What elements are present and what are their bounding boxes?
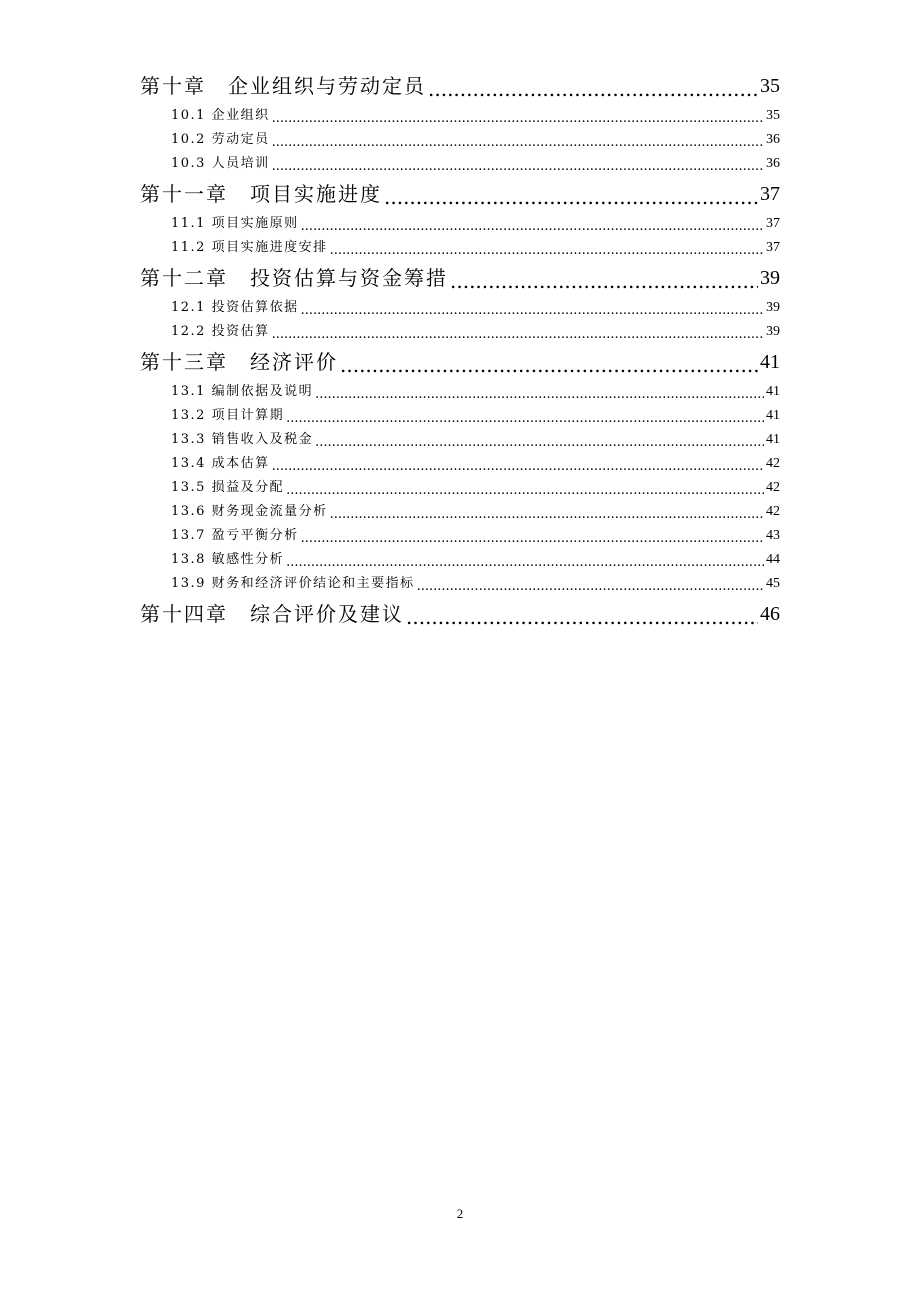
section-page-number: 42 (766, 456, 780, 471)
dot-leader (272, 158, 764, 176)
section-label: 13.4 成本估算 (171, 456, 270, 471)
toc-chapter-10[interactable] (140, 68, 780, 104)
section-list (140, 104, 780, 176)
chapter-title: 投资估算与资金筹措 (250, 266, 448, 290)
toc-section[interactable] (140, 212, 780, 236)
toc-section[interactable] (140, 320, 780, 344)
section-page-number: 36 (766, 156, 780, 171)
section-page-number: 42 (766, 480, 780, 495)
section-page-number: 45 (766, 576, 780, 591)
dot-leader (315, 434, 764, 452)
section-label: 13.7 盈亏平衡分析 (171, 528, 299, 543)
dot-leader (272, 134, 764, 152)
chapter-number: 第十三章 (140, 350, 228, 374)
section-label: 13.5 损益及分配 (171, 480, 285, 495)
section-page-number: 39 (766, 300, 780, 315)
dot-leader (301, 530, 764, 548)
dot-leader (301, 218, 764, 236)
toc-section[interactable] (140, 152, 780, 176)
section-label: 10.1 企业组织 (171, 108, 270, 123)
toc-chapter-14[interactable] (140, 596, 780, 632)
section-label: 13.9 财务和经济评价结论和主要指标 (171, 576, 415, 591)
toc-chapter-13[interactable] (140, 344, 780, 380)
toc-section[interactable] (140, 296, 780, 320)
section-label: 13.6 财务现金流量分析 (171, 504, 328, 519)
chapter-page-number: 37 (760, 183, 780, 205)
toc-section[interactable] (140, 452, 780, 476)
section-page-number: 41 (766, 408, 780, 423)
chapter-page-number: 41 (760, 351, 780, 373)
toc-section[interactable] (140, 524, 780, 548)
section-page-number: 35 (766, 108, 780, 123)
dot-leader (450, 266, 758, 296)
section-page-number: 44 (766, 552, 780, 567)
toc-chapter-12[interactable] (140, 260, 780, 296)
toc-chapter-11[interactable] (140, 176, 780, 212)
section-page-number: 37 (766, 240, 780, 255)
section-list (140, 380, 780, 596)
dot-leader (286, 410, 764, 428)
dot-leader (286, 482, 764, 500)
chapter-number: 第十一章 (140, 182, 228, 206)
chapter-page-number: 39 (760, 267, 780, 289)
section-label: 10.3 人员培训 (171, 156, 270, 171)
toc-section[interactable] (140, 572, 780, 596)
chapter-number: 第十四章 (140, 602, 228, 626)
section-list (140, 212, 780, 260)
toc-section[interactable] (140, 380, 780, 404)
section-label: 13.8 敏感性分析 (171, 552, 285, 567)
section-list (140, 296, 780, 344)
chapter-title: 企业组织与劳动定员 (228, 74, 426, 98)
dot-leader (301, 302, 764, 320)
dot-leader (417, 578, 764, 596)
section-page-number: 41 (766, 432, 780, 447)
toc-section[interactable] (140, 104, 780, 128)
section-label: 11.2 项目实施进度安排 (171, 240, 328, 255)
dot-leader (315, 386, 764, 404)
section-page-number: 36 (766, 132, 780, 147)
chapter-title: 项目实施进度 (250, 182, 382, 206)
toc-section[interactable] (140, 128, 780, 152)
section-label: 10.2 劳动定员 (171, 132, 270, 147)
section-page-number: 41 (766, 384, 780, 399)
toc-section[interactable] (140, 236, 780, 260)
toc-section[interactable] (140, 500, 780, 524)
section-page-number: 42 (766, 504, 780, 519)
toc-section[interactable] (140, 548, 780, 572)
dot-leader (272, 110, 764, 128)
section-label: 13.1 编制依据及说明 (171, 384, 314, 399)
chapter-title: 经济评价 (250, 350, 338, 374)
dot-leader (330, 506, 764, 524)
dot-leader (330, 242, 764, 260)
section-label: 13.2 项目计算期 (171, 408, 285, 423)
section-label: 12.1 投资估算依据 (171, 300, 299, 315)
section-page-number: 43 (766, 528, 780, 543)
toc-section[interactable] (140, 404, 780, 428)
page-number: 2 (456, 1206, 464, 1221)
chapter-page-number: 46 (760, 603, 780, 625)
dot-leader (272, 326, 764, 344)
section-label: 11.1 项目实施原则 (171, 216, 299, 231)
dot-leader (340, 350, 758, 380)
dot-leader (428, 74, 758, 104)
chapter-number: 第十二章 (140, 266, 228, 290)
chapter-number: 第十章 (140, 74, 206, 98)
dot-leader (272, 458, 764, 476)
section-page-number: 37 (766, 216, 780, 231)
section-label: 12.2 投资估算 (171, 324, 270, 339)
chapter-title: 综合评价及建议 (250, 602, 404, 626)
dot-leader (384, 182, 758, 212)
chapter-page-number: 35 (760, 75, 780, 97)
toc-section[interactable] (140, 428, 780, 452)
table-of-contents (140, 68, 780, 632)
section-page-number: 39 (766, 324, 780, 339)
toc-section[interactable] (140, 476, 780, 500)
section-label: 13.3 销售收入及税金 (171, 432, 314, 447)
dot-leader (406, 602, 758, 632)
dot-leader (286, 554, 764, 572)
